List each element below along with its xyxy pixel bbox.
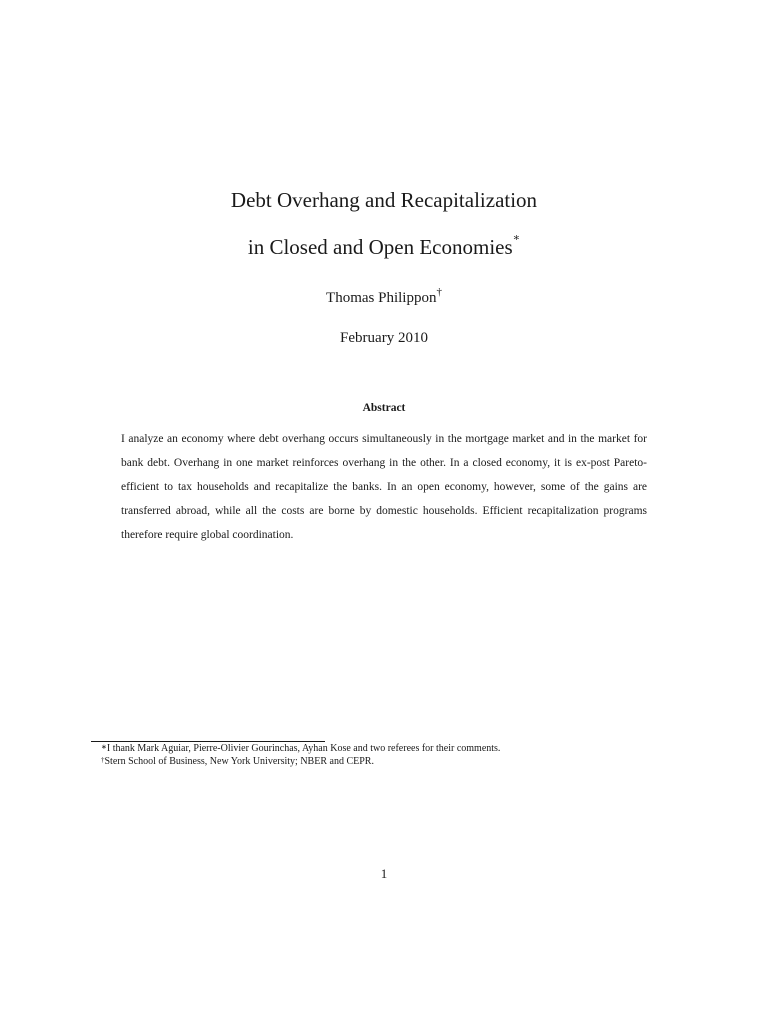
author-footnote-mark: † [436,286,442,298]
abstract-heading: Abstract [362,402,406,414]
title-footnote-mark: ∗ [512,232,521,244]
publication-date: February 2010 [340,330,428,346]
paper-title-line-2 [0,232,768,260]
footnotes [101,742,681,768]
author-text: Thomas Philippon [326,290,437,306]
footnote-2 [101,755,681,768]
footnote-1 [101,742,681,755]
title-text-1: Debt Overhang and Recapitalization [230,188,538,212]
footnote-1-mark: ∗ [101,743,107,751]
page-number: 1 [380,866,388,881]
title-text-2: in Closed and Open Economies [247,235,513,259]
footnote-2-text: Stern School of Business, New York University; NBER and CEPR. [104,756,374,767]
footnote-2-mark: † [101,756,105,764]
author-name [0,286,768,307]
paper-title-line-1 [0,188,768,213]
footnote-1-text: I thank Mark Aguiar, Pierre-Olivier Gourinchas, Ayhan Kose and two referees for their comments. [106,743,501,754]
abstract-body: I analyze an economy where debt overhang occurs simultaneously in the mortgage market and in the market for bank debt. Overhang in one market reinforces overhang in the other. In a closed economy, it is ex-post Pareto-efficient to tax households and recapitalize the banks. In an open economy, however, some of the gains are transferred abroad, while all the costs are borne by domestic households. Efficient recapitalization programs therefore require global coordination. [121,433,647,541]
